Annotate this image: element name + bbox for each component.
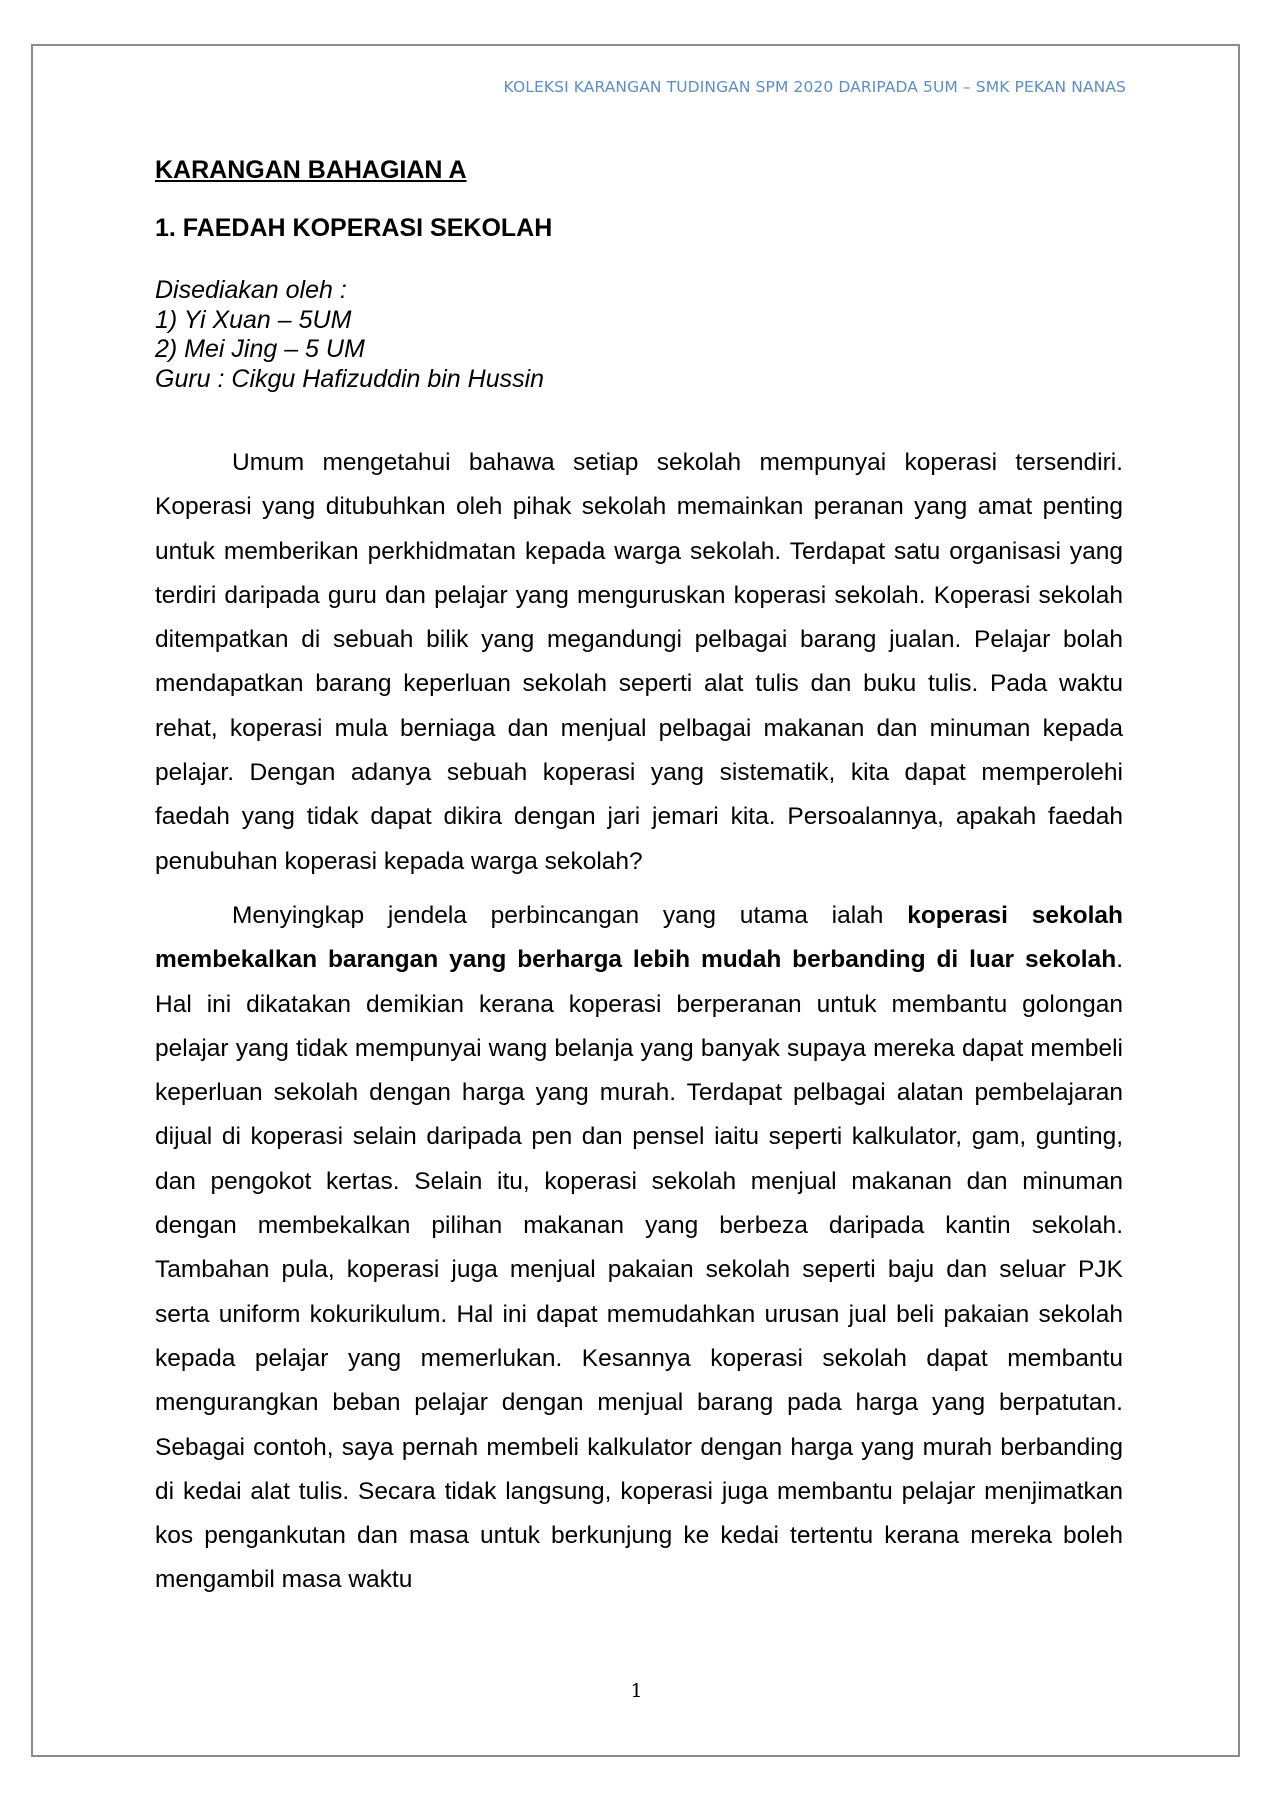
paragraph-point-1-body: . Hal ini dikatakan demikian kerana koperasi berperanan untuk membantu golongan pelajar yang tidak mempunyai wang belanja yang banyak supaya mereka dapat membeli keperluan sekolah dengan harga yang murah. Terdapat pelbagai alatan pembelajaran dijual di koperasi selain daripada pen dan pensel iaitu seperti kalkulator, gam, gunting, dan pengokot kertas. Selain itu, koperasi sekolah menjual makanan dan minuman dengan membekalkan pilihan makanan yang berbeza daripada kantin sekolah. Tambahan pula, koperasi juga menjual pakaian sekolah seperti baju dan seluar PJK serta uniform kokurikulum. Hal ini dapat memudahkan urusan jual beli pakaian sekolah kepada pelajar yang memerlukan. Kesannya koperasi sekolah dapat membantu mengurangkan beban pelajar dengan menjual barang pada harga yang berpatutan. Sebagai contoh, saya pernah membeli kalkulator dengan harga yang murah berbanding di kedai alat tulis. Secara tidak langsung, koperasi juga membantu pelajar menjimatkan kos pengankutan dan masa untuk berkunjung ke kedai tertentu kerana mereka boleh mengambil masa waktu	[155, 946, 1123, 1594]
paragraph-point-1	[155, 894, 1123, 1603]
page-number: 1	[630, 1680, 643, 1702]
credits-teacher: Guru : Cikgu Hafizuddin bin Hussin	[155, 364, 545, 393]
credits-prepared-by: Disediakan oleh :	[155, 276, 347, 304]
paragraph-point-1-lead: Menyingkap jendela perbincangan yang utama ialah	[232, 901, 908, 929]
credits-block	[155, 276, 1123, 394]
essay-title: 1. FAEDAH KOPERASI SEKOLAH	[155, 214, 553, 242]
paragraph-introduction: Umum mengetahui bahawa setiap sekolah mempunyai koperasi tersendiri. Koperasi yang ditubuhkan oleh pihak sekolah memainkan peranan yang amat penting untuk memberikan perkhidmatan kepada warga sekolah. Terdapat satu organisasi yang terdiri daripada guru dan pelajar yang menguruskan koperasi sekolah. Koperasi sekolah ditempatkan di sebuah bilik yang megandungi pelbagai barang jualan. Pelajar bolah mendapatkan barang keperluan sekolah seperti alat tulis dan buku tulis. Pada waktu rehat, koperasi mula berniaga dan menjual pelbagai makanan dan minuman kepada pelajar. Dengan adanya sebuah koperasi yang sistematik, kita dapat memperolehi faedah yang tidak dapat dikira dengan jari jemari kita. Persoalannya, apakah faedah penubuhan koperasi kepada warga sekolah?	[155, 449, 1123, 875]
running-header: KOLEKSI KARANGAN TUDINGAN SPM 2020 DARIPADA 5UM – SMK PEKAN NANAS	[503, 78, 1126, 96]
section-heading: KARANGAN BAHAGIAN A	[155, 156, 467, 184]
document-body	[155, 153, 1123, 1603]
credits-author-1: 1) Yi Xuan – 5UM	[155, 305, 352, 334]
credits-author-2: 2) Mei Jing – 5 UM	[155, 335, 365, 363]
paragraph-point-1-main-idea: koperasi sekolah membekalkan barangan yang berharga lebih mudah berbanding di luar sekolah	[155, 901, 1123, 974]
